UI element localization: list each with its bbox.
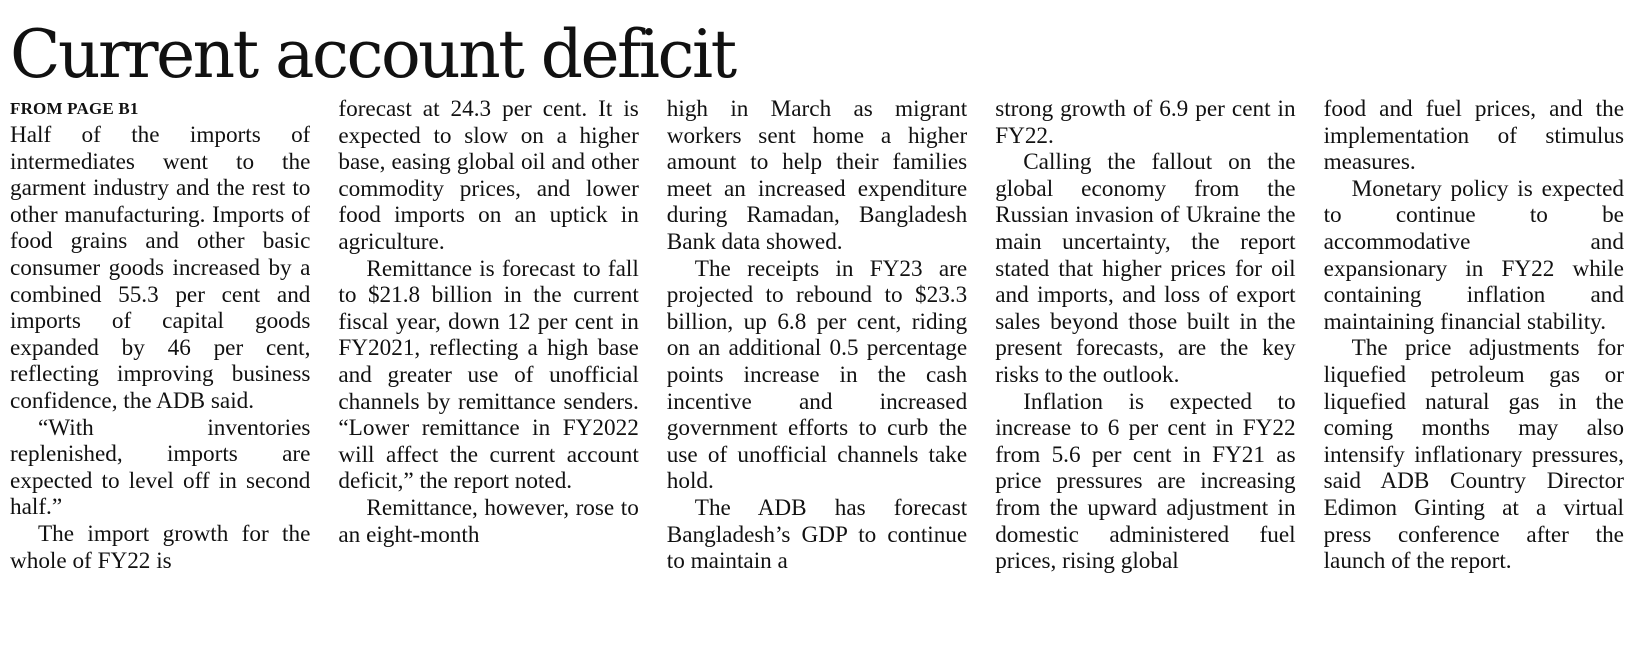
article-column-1 bbox=[10, 96, 310, 658]
paragraph: “With inventories replenished, imports are expected to level off in second half.” bbox=[10, 414, 311, 521]
paragraph: food and fuel prices, and the implementation of stimulus measures. bbox=[1323, 96, 1624, 176]
continuation-kicker: FROM PAGE B1 bbox=[10, 99, 139, 118]
paragraph: The ADB has forecast Bangladesh’s GDP to continue to maintain a bbox=[666, 494, 968, 575]
paragraph: The price adjustments for liquefied petroleum gas or liquefied natural gas in the coming months may also intensify inflationary pressures, said ADB Country Director Edimon Ginting at a virtual press conference after the launch of the report. bbox=[1323, 335, 1624, 575]
paragraph: strong growth of 6.9 per cent in FY22. bbox=[995, 96, 1296, 149]
paragraph: The import growth for the whole of FY22 is bbox=[10, 520, 311, 574]
article-column-2 bbox=[338, 96, 638, 658]
paragraph: high in March as migrant workers sent home a higher amount to help their families meet an increased expenditure during Ramadan, Bangladesh Bank data showed. bbox=[666, 96, 968, 255]
article-column-3 bbox=[667, 96, 967, 658]
article-headline: Current account deficit bbox=[10, 16, 735, 93]
paragraph: The receipts in FY23 are projected to rebound to $23.3 billion, up 6.8 per cent, riding on an additional 0.5 percentage points increase in the cash incentive and increased government efforts to curb the use of unofficial channels take hold. bbox=[666, 255, 968, 495]
article-column-5 bbox=[1324, 96, 1624, 658]
paragraph: Inflation is expected to increase to 6 per cent in FY22 from 5.6 per cent in FY21 as price pressures are increasing from the upward adjustment in domestic administered fuel prices, rising global bbox=[995, 388, 1296, 575]
paragraph: Calling the fallout on the global economy from the Russian invasion of Ukraine the main uncertainty, the report stated that higher prices for oil and imports, and loss of export sales beyond those built in the present forecasts, are the key risks to the outlook. bbox=[995, 149, 1296, 388]
paragraph: Remittance, however, rose to an eight-month bbox=[338, 494, 639, 548]
paragraph: forecast at 24.3 per cent. It is expected to slow on a higher base, easing global oil and other commodity prices, and lower food imports on an uptick in agriculture. bbox=[338, 96, 639, 255]
paragraph: Half of the imports of intermediates went to the garment industry and the rest to other manufacturing. Imports of food grains and other basic consumer goods increased by a combined 55.3 per cent and imports of capital goods expanded by 46 per cent, reflecting improving business confidence, the ADB said. bbox=[10, 122, 311, 414]
article-body bbox=[10, 96, 1624, 658]
paragraph: Monetary policy is expected to continue to be accommodative and expansionary in FY22 while containing inflation and maintaining financial stability. bbox=[1323, 175, 1624, 335]
paragraph: Remittance is forecast to fall to $21.8 billion in the current fiscal year, down 12 per cent in FY2021, reflecting a high base and greater use of unofficial channels by remittance senders. “Lower remittance in FY2022 will affect the current account deficit,” the report noted. bbox=[338, 255, 639, 495]
article-column-4 bbox=[995, 96, 1295, 658]
